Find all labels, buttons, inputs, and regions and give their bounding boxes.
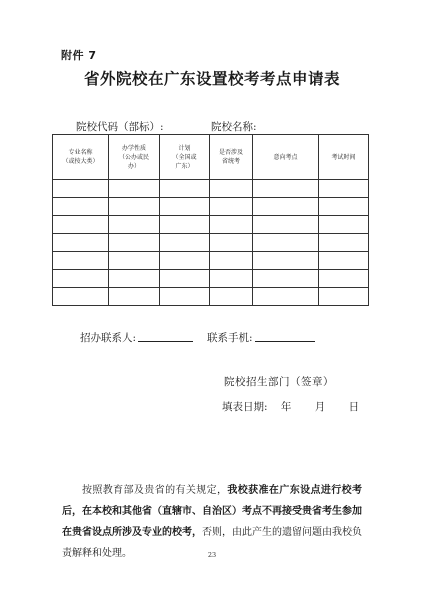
- notice-text-end: 否则，由此产生的遗留问题由我校负责解释和处理。: [62, 527, 362, 559]
- table-cell[interactable]: [53, 234, 109, 252]
- table-cell[interactable]: [210, 234, 253, 252]
- table-cell[interactable]: [210, 216, 253, 234]
- table-cell[interactable]: [319, 216, 369, 234]
- table-cell[interactable]: [53, 252, 109, 270]
- table-cell[interactable]: [160, 198, 210, 216]
- school-code-label: 院校代码（部标）:: [76, 121, 164, 133]
- header-school-type: 办学性质 （公办或民 办）: [109, 135, 160, 180]
- contact-phone-label: 联系手机:: [207, 332, 253, 344]
- table-cell[interactable]: [253, 288, 319, 306]
- header-intended-site: 意向考点: [253, 135, 319, 180]
- table-cell[interactable]: [253, 270, 319, 288]
- table-row: [53, 234, 369, 252]
- table-row: [53, 288, 369, 306]
- contact-phone-blank[interactable]: [255, 330, 315, 342]
- table-cell[interactable]: [160, 234, 210, 252]
- table-cell[interactable]: [53, 216, 109, 234]
- table-cell[interactable]: [160, 252, 210, 270]
- notice-text-bold: 我校获准在广东设点进行校考后，在本校和其他省（直辖市、自治区）考点不再接受贵省考生参加在贵省设点所涉及专业的校考，: [62, 485, 363, 538]
- table-cell[interactable]: [253, 180, 319, 198]
- table-cell[interactable]: [53, 288, 109, 306]
- application-table: [52, 134, 369, 306]
- table-cell[interactable]: [319, 288, 369, 306]
- school-name-label: 院校名称:: [211, 121, 257, 133]
- table-cell[interactable]: [253, 216, 319, 234]
- admissions-dept-seal-label: 院校招生部门（签章）: [224, 376, 334, 388]
- date-day: 日: [348, 401, 360, 413]
- table-row: [53, 198, 369, 216]
- table-cell[interactable]: [253, 252, 319, 270]
- table-cell[interactable]: [210, 180, 253, 198]
- table-cell[interactable]: [210, 252, 253, 270]
- table-cell[interactable]: [160, 270, 210, 288]
- table-cell[interactable]: [109, 180, 160, 198]
- notice-text-intro: 按照教育部及贵省的有关规定，: [82, 485, 228, 496]
- table-cell[interactable]: [319, 252, 369, 270]
- table-cell[interactable]: [319, 270, 369, 288]
- table-cell[interactable]: [160, 180, 210, 198]
- table-row: [53, 270, 369, 288]
- table-cell[interactable]: [210, 288, 253, 306]
- table-cell[interactable]: [319, 180, 369, 198]
- table-cell[interactable]: [53, 180, 109, 198]
- table-row: [53, 180, 369, 198]
- table-cell[interactable]: [160, 288, 210, 306]
- date-year: 年: [280, 401, 292, 413]
- contact-person-label: 招办联系人:: [80, 332, 137, 344]
- date-month: 月: [314, 401, 326, 413]
- table-cell[interactable]: [53, 198, 109, 216]
- table-cell[interactable]: [109, 216, 160, 234]
- table-header-row: [53, 135, 369, 180]
- table-row: [53, 216, 369, 234]
- table-cell[interactable]: [319, 234, 369, 252]
- fill-date-label: 填表日期:: [222, 401, 268, 413]
- table-cell[interactable]: [160, 216, 210, 234]
- contact-phone-field: [207, 330, 315, 345]
- table-row: [53, 252, 369, 270]
- table-cell[interactable]: [210, 270, 253, 288]
- header-provincial-exam: 是否涉及 省统考: [210, 135, 253, 180]
- table-cell[interactable]: [210, 198, 253, 216]
- table-cell[interactable]: [253, 198, 319, 216]
- fill-date-line: [222, 399, 359, 414]
- contact-person-blank[interactable]: [138, 330, 193, 342]
- table-cell[interactable]: [319, 198, 369, 216]
- header-exam-time: 考试时间: [319, 135, 369, 180]
- table-cell[interactable]: [109, 252, 160, 270]
- page-number: 23: [207, 551, 217, 559]
- attachment-label: 附件 7: [61, 49, 97, 62]
- header-major: 专业名称 （或按大类）: [53, 135, 109, 180]
- contact-person-field: [80, 330, 193, 345]
- table-cell[interactable]: [109, 288, 160, 306]
- header-plan: 计划 （全国或 广东）: [160, 135, 210, 180]
- table-cell[interactable]: [53, 270, 109, 288]
- table-cell[interactable]: [253, 234, 319, 252]
- table-cell[interactable]: [109, 234, 160, 252]
- form-title: 省外院校在广东设置校考考点申请表: [83, 70, 340, 88]
- table-cell[interactable]: [109, 198, 160, 216]
- table-cell[interactable]: [109, 270, 160, 288]
